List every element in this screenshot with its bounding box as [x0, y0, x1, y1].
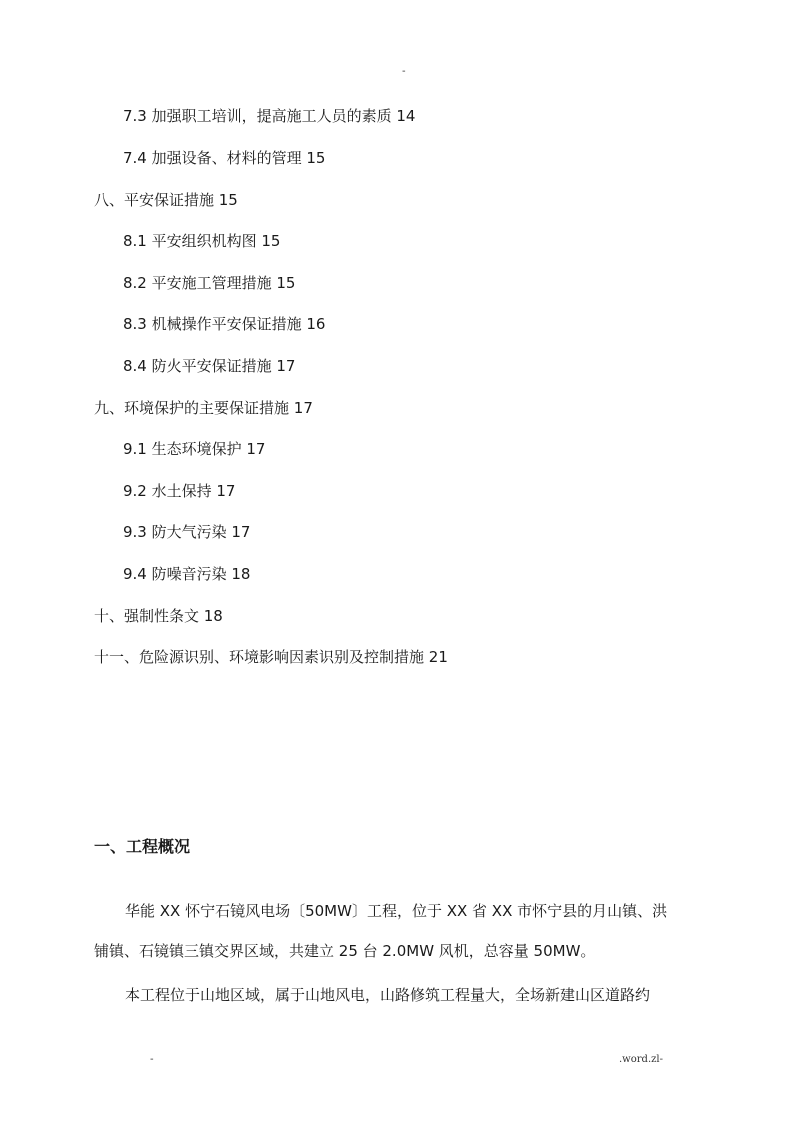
body-paragraph-1-line-1: 华能 XX 怀宁石镜风电场〔50MW〕工程，位于 XX 省 XX 市怀宁县的月山镇、洪: [125, 902, 668, 920]
body-paragraph-2-line-1: 本工程位于山地区域，属于山地风电，山路修筑工程量大，全场新建山区道路约: [125, 986, 651, 1004]
toc-entry-8-2[interactable]: 8.2 平安施工管理措施 15: [123, 274, 296, 292]
toc-entry-7-4[interactable]: 7.4 加强设备、材料的管理 15: [123, 149, 326, 167]
toc-entry-chapter-9[interactable]: 九、环境保护的主要保证措施 17: [94, 399, 313, 417]
toc-entry-chapter-8[interactable]: 八、平安保证措施 15: [94, 191, 238, 209]
toc-entry-8-1[interactable]: 8.1 平安组织机构图 15: [123, 232, 281, 250]
toc-entry-chapter-10[interactable]: 十、强制性条文 18: [94, 607, 223, 625]
page-footer-left: -: [150, 1054, 154, 1065]
body-paragraph-1-line-2: 铺镇、石镜镇三镇交界区域，共建立 25 台 2.0MW 风机，总容量 50MW。: [94, 942, 596, 960]
toc-entry-9-4[interactable]: 9.4 防噪音污染 18: [123, 565, 251, 583]
page-footer-right: .word.zl-: [619, 1054, 663, 1065]
toc-entry-7-3[interactable]: 7.3 加强职工培训，提高施工人员的素质 14: [123, 107, 416, 125]
toc-entry-8-4[interactable]: 8.4 防火平安保证措施 17: [123, 357, 296, 375]
toc-entry-9-1[interactable]: 9.1 生态环境保护 17: [123, 440, 266, 458]
section-heading-project-overview: 一、工程概况: [94, 837, 191, 856]
toc-entry-9-3[interactable]: 9.3 防大气污染 17: [123, 523, 251, 541]
toc-entry-chapter-11[interactable]: 十一、危险源识别、环境影响因素识别及控制措施 21: [94, 648, 448, 666]
toc-entry-8-3[interactable]: 8.3 机械操作平安保证措施 16: [123, 315, 326, 333]
page-header-mark: -: [402, 66, 406, 77]
toc-entry-9-2[interactable]: 9.2 水土保持 17: [123, 482, 236, 500]
